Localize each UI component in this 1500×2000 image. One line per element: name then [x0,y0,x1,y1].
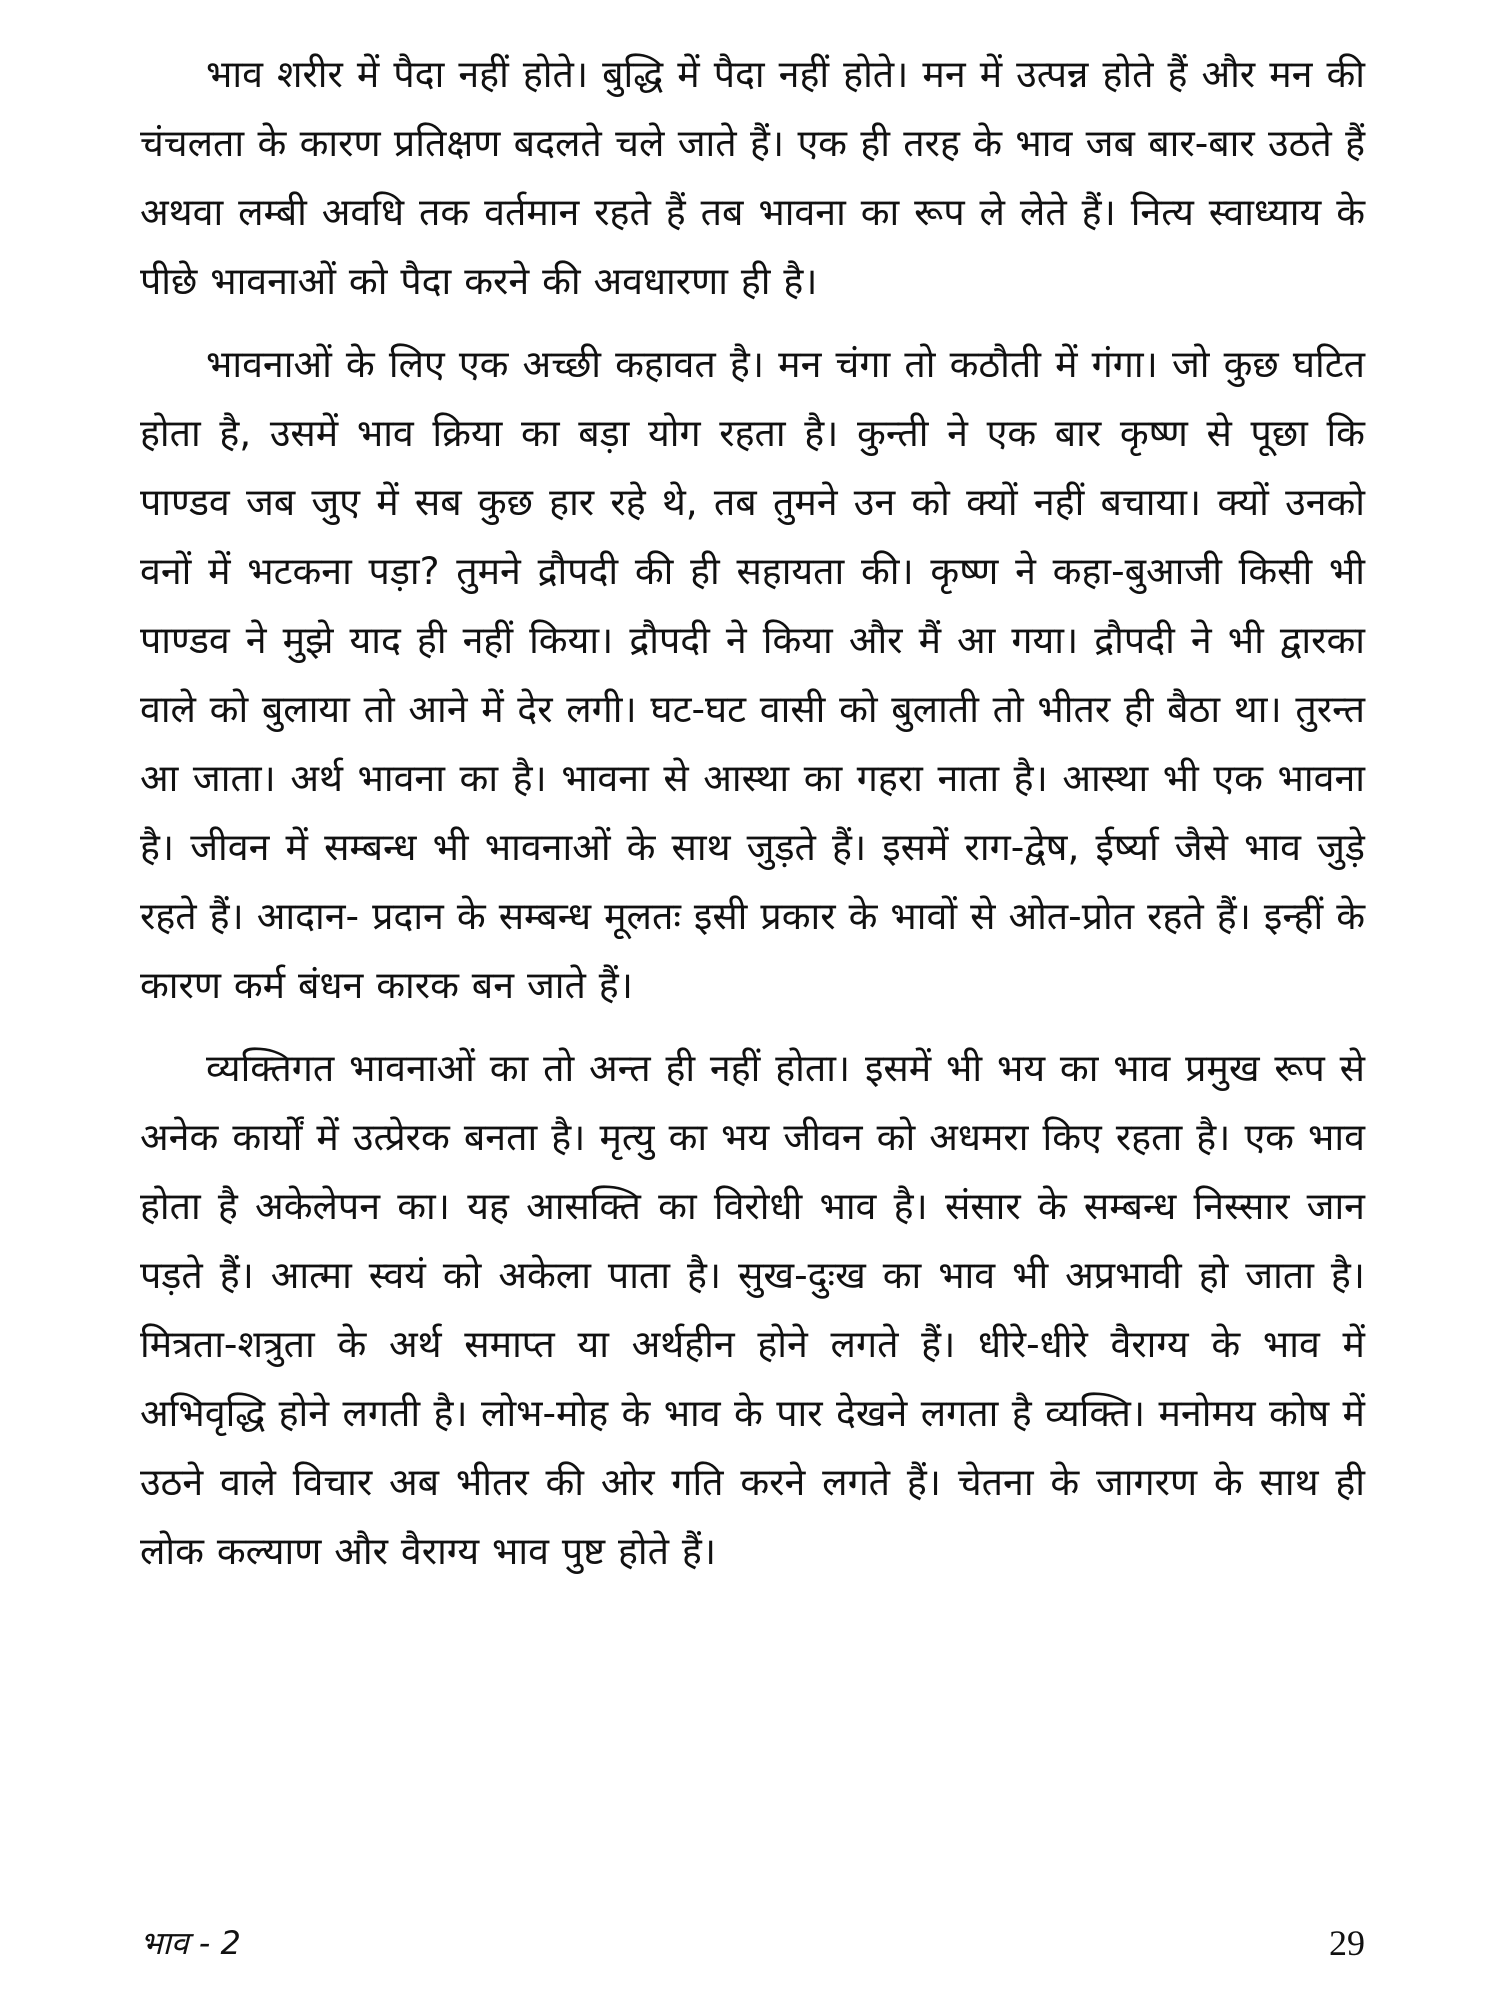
page-footer [140,1918,1365,1968]
paragraph-1: भाव शरीर में पैदा नहीं होते। बुद्धि में पैदा नहीं होते। मन में उत्पन्न होते हैं और मन की चंचलता के कारण प्रतिक्षण बदलते चले जाते हैं। एक ही तरह के भाव जब बार-बार उठते हैं अथवा लम्बी अवधि तक वर्तमान रहते हैं तब भावना का रूप ले लेते हैं। नित्य स्वाध्याय के पीछे भावनाओं को पैदा करने की अवधारणा ही है। [140,52,1365,303]
page-number: 29 [1329,1923,1365,1963]
paragraph-3: व्यक्तिगत भावनाओं का तो अन्त ही नहीं होता। इसमें भी भय का भाव प्रमुख रूप से अनेक कार्यों में उत्प्रेरक बनता है। मृत्यु का भय जीवन को अधमरा किए रहता है। एक भाव होता है अकेलेपन का। यह आसक्ति का विरोधी भाव है। संसार के सम्बन्ध निस्सार जान पड़ते हैं। आत्मा स्वयं को अकेला पाता है। सुख-दुःख का भाव भी अप्रभावी हो जाता है। मित्रता-शत्रुता के अर्थ समाप्त या अर्थहीन होने लगते हैं। धीरे-धीरे वैराग्य के भाव में अभिवृद्धि होने लगती है। लोभ-मोह के भाव के पार देखने लगता है व्यक्ति। मनोमय कोष में उठने वाले विचार अब भीतर की ओर गति करने लगते हैं। चेतना के जागरण के साथ ही लोक कल्याण और वैराग्य भाव पुष्ट होते हैं। [140,1046,1365,1573]
page-body [140,40,1365,1900]
paragraph-2: भावनाओं के लिए एक अच्छी कहावत है। मन चंगा तो कठौती में गंगा। जो कुछ घटित होता है, उसमें भाव क्रिया का बड़ा योग रहता है। कुन्ती ने एक बार कृष्ण से पूछा कि पाण्डव जब जुए में सब कुछ हार रहे थे, तब तुमने उन को क्यों नहीं बचाया। क्यों उनको वनों में भटकना पड़ा? तुमने द्रौपदी की ही सहायता की। कृष्ण ने कहा-बुआजी किसी भी पाण्डव ने मुझे याद ही नहीं किया। द्रौपदी ने किया और मैं आ गया। द्रौपदी ने भी द्वारका वाले को बुलाया तो आने में देर लगी। घट-घट वासी को बुलाती तो भीतर ही बैठा था। तुरन्त आ जाता। अर्थ भावना का है। भावना से आस्था का गहरा नाता है। आस्था भी एक भावना है। जीवन में सम्बन्ध भी भावनाओं के साथ जुड़ते हैं। इसमें राग-द्वेष, ईर्ष्या जैसे भाव जुड़े रहते हैं। आदान- प्रदान के सम्बन्ध मूलतः इसी प्रकार के भावों से ओत-प्रोत रहते हैं। इन्हीं के कारण कर्म बंधन कारक बन जाते हैं। [140,342,1365,1007]
running-title: भाव - 2 [140,1924,241,1962]
